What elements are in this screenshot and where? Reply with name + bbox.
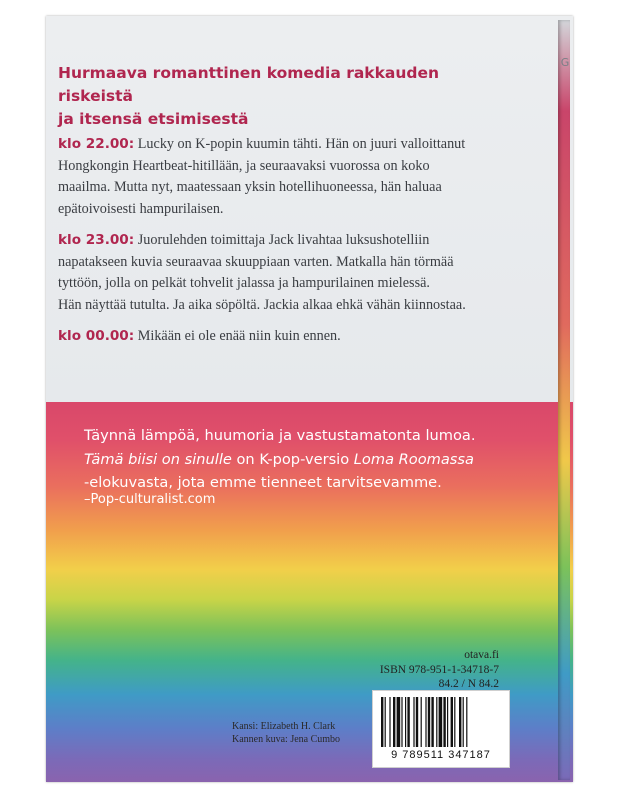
barcode-bar — [405, 697, 406, 747]
barcode-bar — [421, 697, 422, 747]
barcode-bar — [385, 697, 386, 747]
entry-time: klo 23.00: — [58, 232, 135, 248]
barcode-bar — [393, 697, 395, 747]
entry-line — [58, 326, 506, 348]
entry-line: epätoivoisesti hampurilaisen. — [58, 200, 224, 217]
barcode-number: 9 789511 347187 — [391, 749, 491, 761]
barcode-bar — [425, 697, 426, 747]
barcode-bar — [466, 697, 467, 747]
timeline-entry-0000 — [58, 326, 506, 348]
entry-line: maailma. Mutta nyt, maatessaan yksin hotellihuoneessa, hän haluaa — [58, 179, 442, 195]
book-spine — [558, 20, 570, 780]
credit-cover: Kansi: Elizabeth H. Clark — [232, 721, 336, 732]
barcode-bar — [407, 697, 409, 747]
timeline-entry-2300 — [58, 230, 506, 316]
classification-text: 84.2 / N 84.2 — [438, 678, 499, 690]
publisher-site: otava.fi — [464, 649, 499, 661]
entry-text: Juorulehden toimittaja Jack livahtaa luksushotelliin — [134, 232, 430, 248]
barcode-bar — [431, 697, 433, 747]
barcode-bar — [413, 697, 414, 747]
barcode — [372, 690, 510, 768]
barcode-bar — [454, 697, 455, 747]
barcode-bar — [401, 697, 402, 747]
barcode-bar — [451, 697, 453, 747]
barcode-bar — [436, 697, 437, 747]
barcode-bar — [459, 697, 461, 747]
entry-line — [58, 230, 506, 252]
review-line — [84, 448, 504, 472]
blurb-line: ja itsensä etsimisestä — [58, 110, 249, 128]
barcode-bar — [416, 697, 418, 747]
timeline-entry-2200 — [58, 134, 506, 220]
barcode-bars — [379, 697, 503, 747]
review-source: –Pop-culturalist.com — [84, 492, 216, 507]
publisher-info — [375, 648, 499, 692]
barcode-bar — [443, 697, 445, 747]
barcode-bar — [428, 697, 430, 747]
barcode-bar — [389, 697, 390, 747]
entry-text: Mikään ei ole enää niin kuin ennen. — [134, 328, 341, 344]
barcode-bar — [447, 697, 448, 747]
spine-letter: G — [560, 56, 570, 69]
barcode-bar — [397, 697, 401, 747]
barcode-bar — [381, 697, 383, 747]
entry-line: tyttöön, jolla on pelkät tohvelit jalassa ja hampurilainen mielessä. — [58, 275, 430, 291]
film-title-italic: Loma Roomassa — [353, 450, 474, 468]
entry-line: Hongkongin Heartbeat-hitillään, ja seuraavaksi vuorossa on koko — [58, 157, 430, 174]
credit-photo: Kannen kuva: Jena Cumbo — [232, 734, 341, 745]
headline-blurb — [58, 62, 498, 131]
review-text: on K-pop-versio — [231, 450, 354, 468]
title-italic: Tämä biisi on sinulle — [84, 450, 232, 468]
entry-line — [58, 134, 506, 156]
review-line: -elokuvasta, jota emme tienneet tarvitsevamme. — [84, 474, 442, 491]
entry-line: napatakseen kuvia seuraavaa skuuppiaan varten. Matkalla hän törmää — [58, 253, 454, 270]
review-line: Täynnä lämpöä, huumoria ja vastustamatonta lumoa. — [84, 427, 476, 444]
barcode-bar — [463, 697, 464, 747]
entry-text: Lucky on K-popin kuumin tähti. Hän on juuri valloittanut — [134, 136, 466, 152]
entry-line: Hän näyttää tutulta. Ja aika söpöltä. Jackia alkaa ehkä vähän kiinnostaa. — [58, 296, 466, 313]
isbn-text: ISBN 978-951-1-34718-7 — [379, 663, 499, 676]
entry-time: klo 00.00: — [58, 328, 135, 344]
review-quote — [84, 424, 504, 495]
blurb-line: Hurmaava romanttinen komedia rakkauden riskeistä — [58, 64, 440, 105]
entry-time: klo 22.00: — [58, 136, 135, 152]
cover-credits — [232, 720, 372, 746]
barcode-bar — [439, 697, 443, 747]
